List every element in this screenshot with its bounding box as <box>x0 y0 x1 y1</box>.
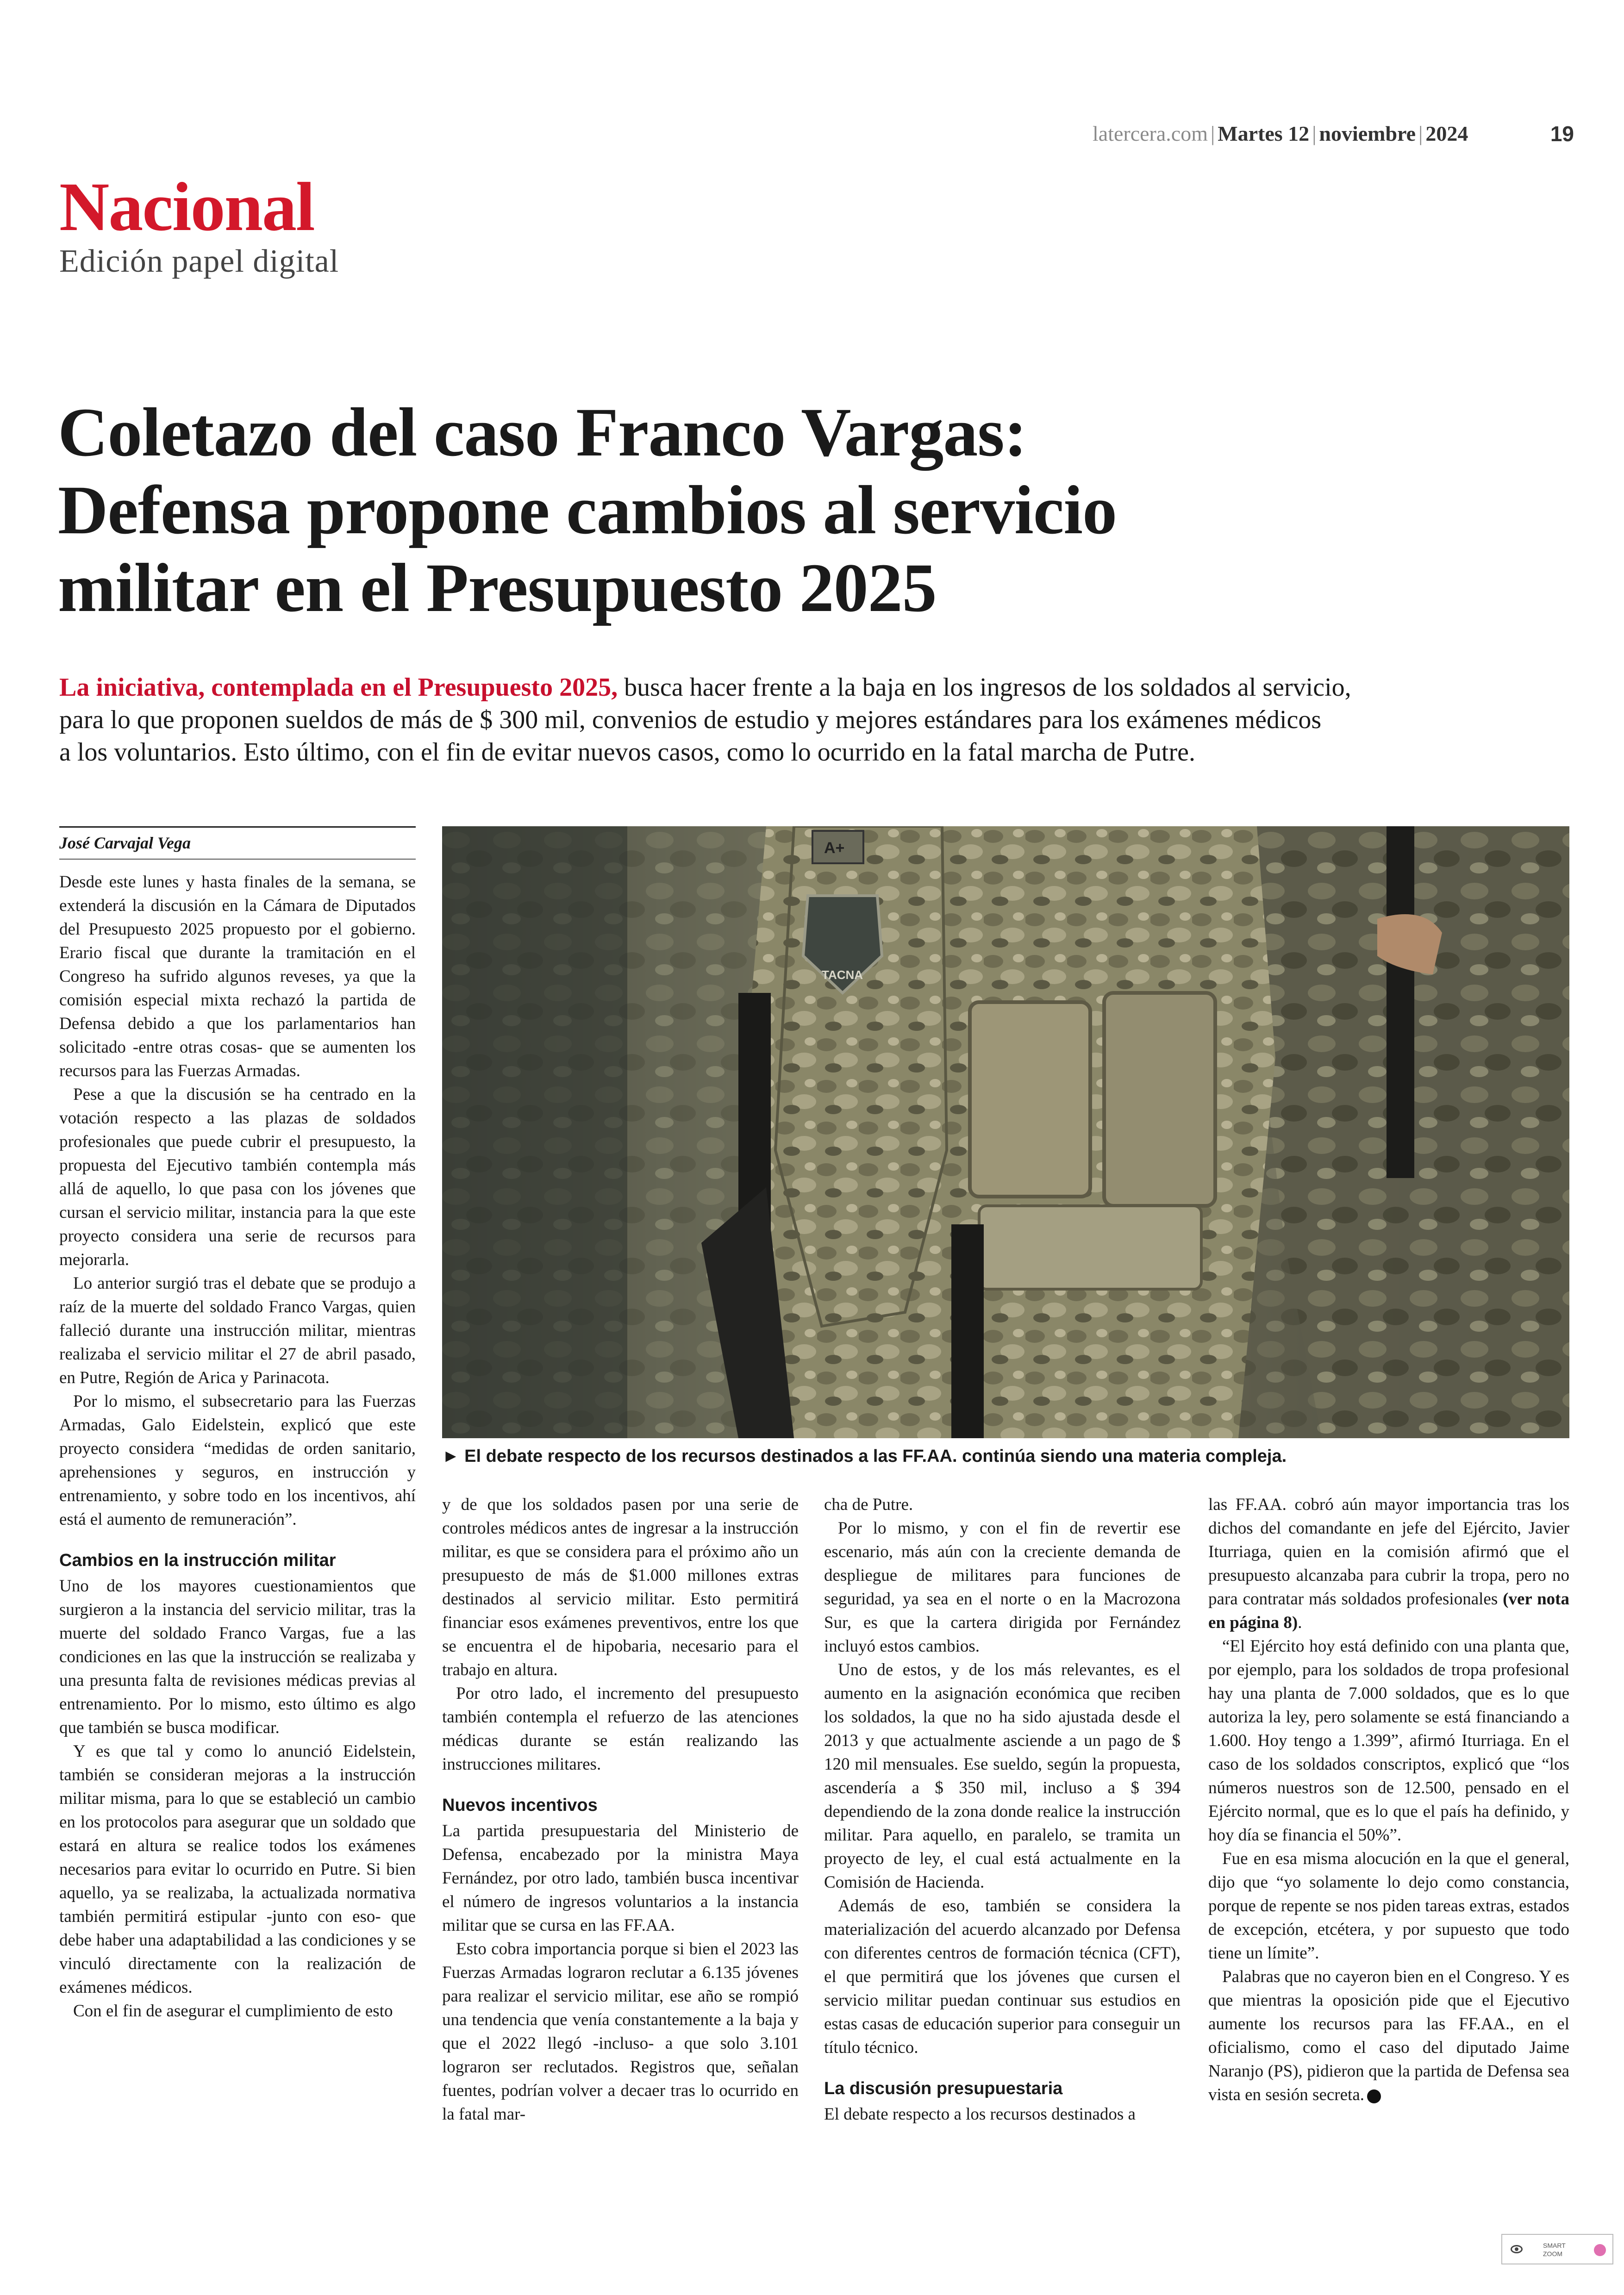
patch-bloodtype-text: A+ <box>824 839 845 857</box>
paragraph: Por lo mismo, el subsecretario para las Fuerzas Armadas, Galo Eidelstein, explicó que este proyecto considera “medidas de orden sanitario, aprehensiones y seguros, en instrucción y entrenamiento, y sobre todo en los incentivos, ahí está el aumento de remuneración”. <box>59 1392 416 1529</box>
smart-zoom-button[interactable] <box>1501 2234 1613 2264</box>
page-number: 19 <box>1550 122 1574 146</box>
end-of-article-icon <box>1367 2089 1381 2103</box>
article-column-1 <box>59 870 416 2023</box>
article-photo <box>442 826 1569 1438</box>
paragraph: Por otro lado, el incremento del presupuesto también contempla el refuerzo de las atenciones médicas durante se están realizando las instrucciones militares. <box>442 1684 799 1774</box>
paragraph: La partida presupuestaria del Ministerio de Defensa, encabezado por la ministra Maya Fernández, por otro lado, también busca incentivar el número de ingresos voluntarios a la instancia militar que se cursa en las FF.AA. <box>442 1821 799 1935</box>
page-header-meta: latercera.com | Martes 12 | noviembre | 2024 19 <box>1093 122 1574 146</box>
paragraph: las FF.AA. cobró aún mayor importancia tras los dichos del comandante en jefe del Ejército, Javier Iturriaga, quien en la comisión afirmó que el presupuesto alcanzaba para cubrir la tropa, pero no para contratar más soldados profesionales (ver nota en página 8). <box>1208 1495 1569 1632</box>
byline-rule <box>59 826 416 828</box>
zoom-toggle-icon <box>1594 2244 1606 2256</box>
byline: José Carvajal Vega <box>59 834 191 852</box>
section-title: Nacional <box>59 168 314 245</box>
article-column-3 <box>824 1493 1181 2126</box>
date-day: Martes 12 <box>1218 122 1310 145</box>
paragraph: El debate respecto a los recursos destinados a <box>824 2105 1136 2124</box>
paragraph: Desde este lunes y hasta finales de la semana, se extenderá la discusión en la Cámara de Diputados del Presupuesto 2025 propuesto por el gobierno. Erario fiscal que durante la tramitación en el Congreso ha sufrido algunos reveses, ya que la comisión especial mixta rechazó la partida de Defensa debido a que los parlamentarios han solicitado -entre otras cosas- que se aumenten los recursos para las Fuerzas Armadas. <box>59 873 416 1080</box>
article-column-2 <box>442 1493 799 2126</box>
photo-caption: ► El debate respecto de los recursos destinados a las FF.AA. continúa siendo una materia compleja. <box>442 1447 1287 1466</box>
soldier-photo-illustration <box>442 826 1569 1438</box>
article-headline <box>58 393 1539 627</box>
paragraph: “El Ejército hoy está definido con una planta que, por ejemplo, para los soldados de tropa profesional hay una planta de 7.000 soldados, que es lo que autoriza la ley, pero solamente se está financiando a 1.600. Hoy tengo a 1.399”, afirmó Iturriaga. En el caso de los soldados conscriptos, explicó que “los números nuestros son de 12.500, pensado en el Ejército normal, que es lo que el país ha definido, y hoy día se financia el 50%”. <box>1208 1637 1569 1845</box>
headline-line: Defensa propone cambios al servicio <box>58 472 1117 549</box>
paragraph: y de que los soldados pasen por una serie de controles médicos antes de ingresar a la instrucción militar, es que se considera para el próximo año un presupuesto de más de $1.000 millones extras destinados al servicio militar. Esto permitirá financiar esos exámenes preventivos, entre los que se encuentra el de hipobaria, necesario para el trabajo en altura. <box>442 1495 799 1679</box>
paragraph: Fue en esa misma alocución en la que el general, dijo que “yo solamente lo dejo como constancia, porque de repente se nos piden tareas extras, estados de excepción, etcétera, y por supuesto que todo tiene un límite”. <box>1208 1849 1569 1963</box>
eye-icon <box>1511 2245 1523 2253</box>
paragraph: Por lo mismo, y con el fin de revertir ese escenario, más aún con la creciente demanda de despliegue de militares para funciones de seguridad, ya sea en el norte o en la Macrozona Sur, es que la cartera dirigida por Fernández incluyó estos cambios. <box>824 1519 1181 1656</box>
lead-text: a los voluntarios. Esto último, con el fin de evitar nuevos casos, como lo ocurrido en la fatal marcha de Putre. <box>59 738 1195 767</box>
lead-text: para lo que proponen sueldos de más de $ 300 mil, convenios de estudio y mejores estándares para los exámenes médicos <box>59 705 1322 734</box>
lead-text: busca hacer frente a la baja en los ingresos de los soldados al servicio, <box>618 673 1351 702</box>
paragraph-text: las FF.AA. cobró aún mayor importancia tras los dichos del comandante en jefe del Ejército, Javier Iturriaga, quien en la comisión afirmó que el presupuesto alcanzaba para cubrir la tropa, pero no para contratar más soldados profesionales <box>1208 1495 1569 1609</box>
site-name[interactable]: latercera.com <box>1093 122 1208 145</box>
date-month: noviembre <box>1319 122 1416 145</box>
headline-line: Coletazo del caso Franco Vargas: <box>58 394 1027 471</box>
subheading-incentivos: Nuevos incentivos <box>442 1796 598 1815</box>
headline-line: militar en el Presupuesto 2025 <box>58 549 937 626</box>
subheading-discusion: La discusión presupuestaria <box>824 2079 1063 2098</box>
article-lead <box>59 671 1555 768</box>
paragraph <box>1208 1965 1569 2107</box>
paragraph: Con el fin de asegurar el cumplimiento de esto <box>73 2002 393 2021</box>
edition-subtitle: Edición papel digital <box>59 243 339 279</box>
paragraph: Lo anterior surgió tras el debate que se produjo a raíz de la muerte del soldado Franco Vargas, quien falleció durante una instrucción militar, mientras realizaba el servicio militar el 27 de abril pasado, en Putre, Región de Arica y Parinacota. <box>59 1274 416 1387</box>
paragraph: Uno de estos, y de los más relevantes, es el aumento en la asignación económica que reciben los soldados, la que no ha sido ajustada desde el 2013 y que actualmente asciende a un pago de $ 120 mil mensuales. Ese sueldo, según la propuesta, ascendería a $ 350 mil, incluso a $ 394 dependiendo de la zona donde realice la instrucción militar. Para aquello, en paralelo, se tramita un proyecto de ley, el cual está actualmente en la Comisión de Hacienda. <box>824 1660 1181 1892</box>
subheading-instruccion: Cambios en la instrucción militar <box>59 1551 336 1570</box>
paragraph: cha de Putre. <box>824 1495 913 1514</box>
paragraph: Y es que tal y como lo anunció Eidelstein, también se consideran mejoras a la instrucción militar misma, para lo que se estableció un cambio en los protocolos para asegurar que un soldado que estará en altura se realice todos los exámenes necesarios para evitar lo ocurrido en Putre. Si bien aquello, ya se realizaba, la actualizada normativa también permitirá estipular -junto con eso- que debe haber una adaptabilidad a las condiciones y se vinculó directamente con la realización de exámenes médicos. <box>59 1742 416 1997</box>
paragraph: Además de eso, también se considera la materialización del acuerdo alcanzado por Defensa con diferentes centros de formación técnica (CFT), el que permitirá que los jóvenes que cursen el servicio militar puedan continuar sus estudios en estas casas de educación superior para conseguir un título técnico. <box>824 1896 1181 2057</box>
cross-reference-link[interactable]: (ver nota en página 8) <box>1208 1590 1569 1632</box>
paragraph: Pese a que la discusión se ha centrado en la votación respecto a las plazas de soldados profesionales que puede cubrir el presupuesto, la propuesta del Ejecutivo también contempla más allá de aquello, lo que pasa con los jóvenes que cursan el servicio militar, instancia para la que este proyecto considera una serie de recursos para mejorarla. <box>59 1085 416 1269</box>
paragraph: Esto cobra importancia porque si bien el 2023 las Fuerzas Armadas lograron reclutar a 6.135 jóvenes para realizar el servicio militar, ese año se rompió una tendencia que venía constantemente a la baja y que el 2022 llegó -incluso- a que solo 3.101 lograron ser reclutados. Registros que, señalan fuentes, podrían volver a decaer tras lo ocurrido en la fatal mar- <box>442 1940 799 2124</box>
article-column-4 <box>1208 1493 1569 2107</box>
paragraph: Uno de los mayores cuestionamientos que surgieron a la instancia del servicio militar, tras la muerte del soldado Franco Vargas, fue a las condiciones en las que la instrucción se realizaba y una presunta falta de revisiones médicas previas al entrenamiento. Por lo mismo, esto último es algo que también se busca modificar. <box>59 1577 416 1737</box>
paragraph-text: Palabras que no cayeron bien en el Congreso. Y es que mientras la oposición pide que el Ejecutivo aumente los recursos para las FF.AA., en el oficialismo, como el caso del diputado Jaime Naranjo (PS), pidieron que la partida de Defensa sea vista en sesión secreta. <box>1208 1967 1569 2104</box>
date-year: 2024 <box>1425 122 1468 145</box>
byline-rule <box>59 859 416 860</box>
patch-unit-text: TACNA <box>822 968 863 982</box>
smart-zoom-label: SMART ZOOM <box>1543 2242 1566 2258</box>
lead-highlight: La iniciativa, contemplada en el Presupuesto 2025, <box>59 673 618 702</box>
